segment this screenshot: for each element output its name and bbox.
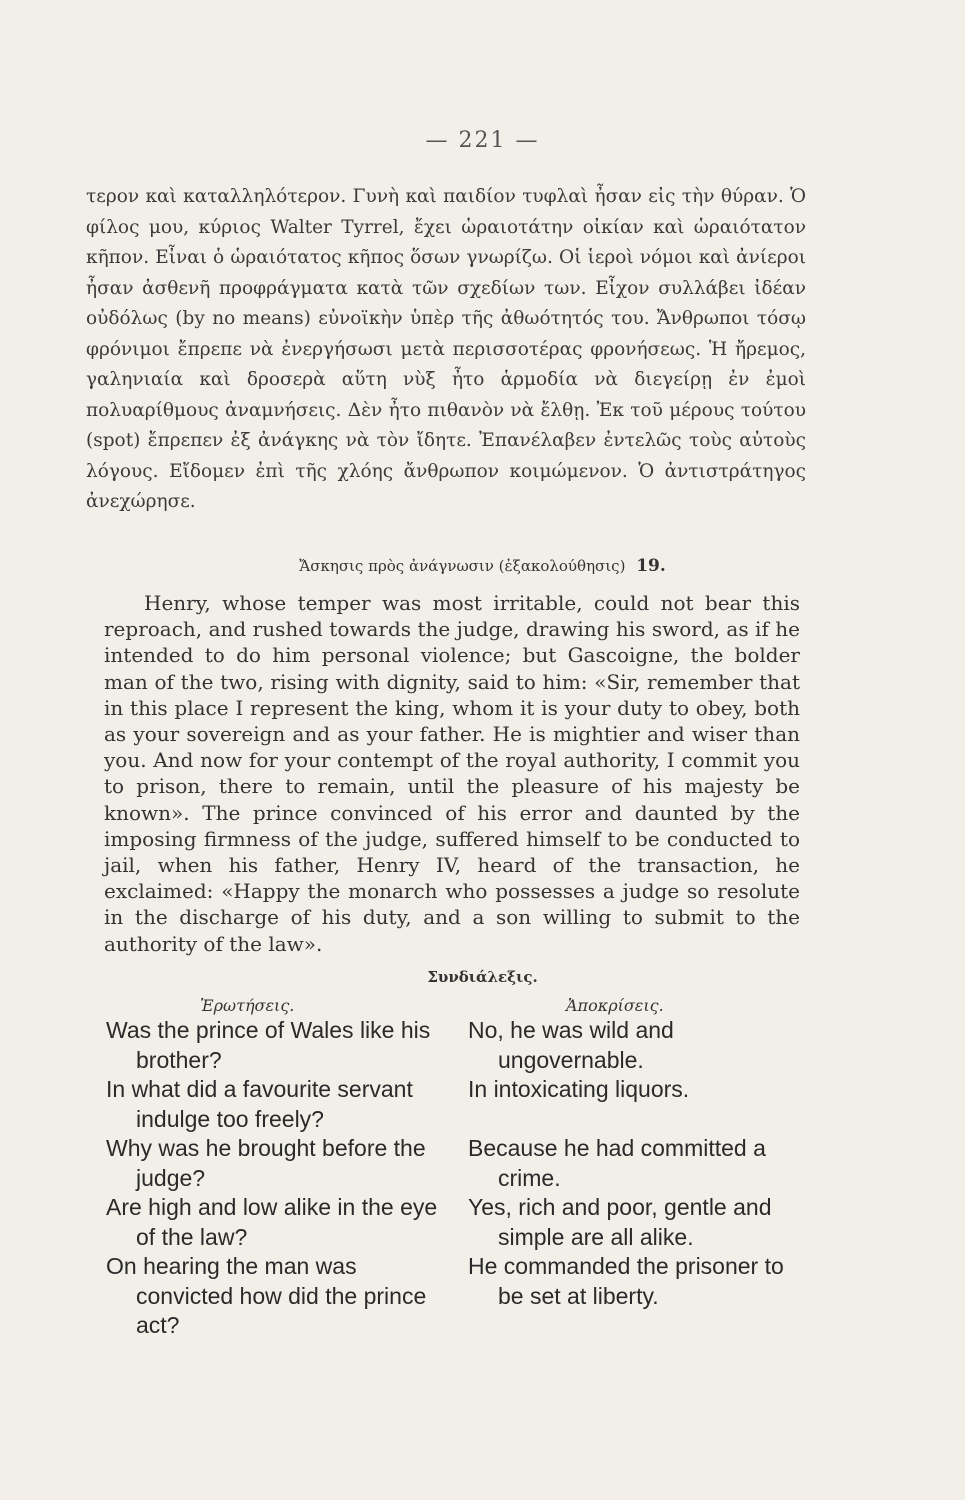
answer-item: No, he was wild and ungovernable. bbox=[468, 1017, 674, 1073]
answer-item: Yes, rich and poor, gentle and simple are all alike. bbox=[468, 1194, 772, 1250]
question-item: Are high and low alike in the eye of the law? bbox=[106, 1194, 438, 1250]
exercise-title: Ἄσκησις πρὸς ἀνάγνωσιν (ἐξακολούθησις) bbox=[299, 557, 626, 575]
answers-heading: Ἀποκρίσεις. bbox=[566, 996, 664, 1015]
exercise-heading bbox=[0, 556, 965, 576]
conversation-heading: Συνδιάλεξις. bbox=[427, 968, 538, 986]
answer-item: He commanded the prisoner to be set at liberty. bbox=[468, 1253, 784, 1309]
question-item: Was the prince of Wales like his brother? bbox=[106, 1017, 431, 1073]
english-paragraph: Henry, whose temper was most irritable, could not bear this reproach, and rushed towards the judge, drawing his sword, as if he intended to do him personal violence; but Gascoigne, the bolder man of the two, rising with dignity, said to him: «Sir, remember that in this place I represent the king, whom it is your duty to obey, both as your sovereign and as your father. He is mightier and wiser than you. And now for your contempt of the royal authority, I commit you to prison, there to remain, until the pleasure of his majesty be known». The prince convinced of his error and daunted by the imposing firmness of the judge, suffered himself to be conducted to jail, when his father, Henry IV, heard of the transaction, he exclaimed: «Happy the monarch who possesses a judge so resolute in the discharge of his duty, and a son willing to submit to the authority of the law». bbox=[104, 591, 800, 956]
question-item: Why was he brought before the judge? bbox=[106, 1135, 426, 1191]
answer-item: In intoxicating liquors. bbox=[468, 1076, 690, 1102]
answers-list bbox=[468, 1016, 808, 1311]
page-number: — 221 — bbox=[425, 128, 540, 153]
questions-list bbox=[106, 1016, 446, 1341]
exercise-number: 19. bbox=[636, 556, 666, 576]
answer-item: Because he had committed a crime. bbox=[468, 1135, 766, 1191]
question-item: On hearing the man was convicted how did the prince act? bbox=[106, 1253, 427, 1338]
greek-paragraph: τερον καὶ καταλληλότερον. Γυνὴ καὶ παιδίον τυφλαὶ ἦσαν εἰς τὴν θύραν. Ὁ φίλος μου, κύριος Walter Tyrrel, ἔχει ὡραιοτάτην οἰκίαν καὶ ὡραιότατον κῆπον. Εἶναι ὁ ὡραιότατος κῆπος ὅσων γνωρίζω. Οἱ ἱεροὶ νόμοι καὶ ἀνίεροι ἦσαν ἀσθενῆ προφράγματα κατὰ τῶν σχεδίων των. Εἶχον συλλάβει ἰδέαν οὐδόλως (by no means) εὐνοϊκὴν ὑπὲρ τῆς ἀθωότητός του. Ἄνθρωποι τόσῳ φρόνιμοι ἔπρεπε νὰ ἐνεργήσωσι μετὰ περισσοτέρας φρονήσεως. Ἡ ἤρεμος, γαληνιαία καὶ δροσερὰ αὕτη νὺξ ἦτο ἁρμοδία νὰ διεγείρῃ ἐν ἐμοὶ πολυαρίθμους ἀναμνήσεις. Δὲν ἦτο πιθανὸν νὰ ἔλθῃ. Ἐκ τοῦ μέρους τούτου (spot) ἔπρεπεν ἐξ ἀνάγκης νὰ τὸν ἴδητε. Ἐπανέλαβεν ἐντελῶς τοὺς αὐτοὺς λόγους. Εἴδομεν ἐπὶ τῆς χλόης ἄνθρωπον κοιμώμενον. Ὁ ἀντιστράτηγος ἀνεχώρησε. bbox=[86, 186, 806, 512]
questions-heading: Ἐρωτήσεις. bbox=[200, 996, 295, 1015]
question-item: In what did a favourite servant indulge too freely? bbox=[106, 1076, 413, 1132]
